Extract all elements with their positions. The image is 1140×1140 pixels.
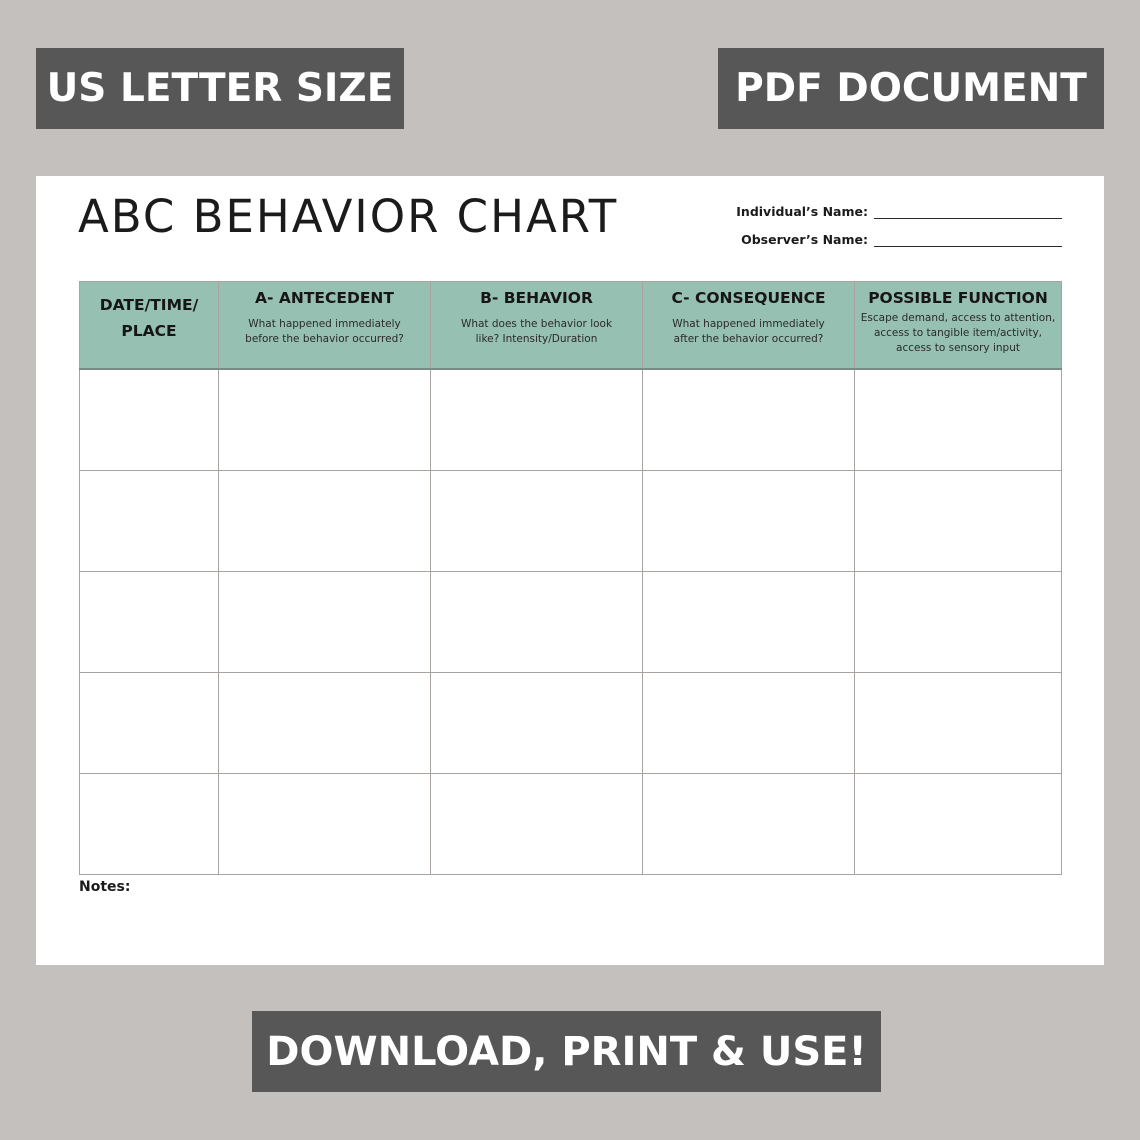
table-cell (855, 673, 1062, 774)
table-cell (643, 369, 855, 471)
behavior-description-line1: What does the behavior look (460, 318, 613, 330)
individual-name-line (874, 206, 1062, 219)
table-cell (431, 673, 643, 774)
table-row (80, 673, 1062, 774)
individual-name-label: Individual’s Name: (736, 204, 868, 219)
antecedent-description-line1: What happened immediately (248, 318, 401, 330)
table-cell (855, 471, 1062, 572)
consequence-description-line1: What happened immediately (672, 318, 825, 330)
antecedent-description-line2: before the behavior occurred? (245, 333, 404, 345)
table-cell (431, 471, 643, 572)
column-header-consequence (643, 282, 855, 370)
chart-title: ABC BEHAVIOR CHART (78, 190, 619, 243)
table-cell (80, 572, 219, 673)
consequence-description-line2: after the behavior occurred? (673, 333, 824, 345)
table-cell (431, 572, 643, 673)
pdf-document-badge: PDF DOCUMENT (718, 48, 1104, 129)
table-cell (643, 471, 855, 572)
table-cell (219, 471, 431, 572)
table-cell (643, 774, 855, 875)
notes-label: Notes: (79, 879, 131, 895)
table-header-row (80, 282, 1062, 370)
table-row (80, 369, 1062, 471)
download-print-use-badge: DOWNLOAD, PRINT & USE! (252, 1011, 881, 1092)
column-header-date-time-place (80, 282, 219, 370)
possible-function-description-line3: access to sensory input (896, 342, 1020, 354)
date-time-label: DATE/TIME/ (99, 296, 199, 314)
table-cell (219, 673, 431, 774)
table-row (80, 774, 1062, 875)
table-cell (855, 774, 1062, 875)
table-cell (855, 572, 1062, 673)
behavior-description (431, 317, 642, 347)
possible-function-title: POSSIBLE FUNCTION (868, 289, 1048, 307)
observer-name-label: Observer’s Name: (741, 232, 868, 247)
possible-function-description-line2: access to tangible item/activity, (873, 327, 1043, 339)
possible-function-description (855, 311, 1061, 356)
place-label: PLACE (121, 322, 177, 340)
table-cell (643, 673, 855, 774)
antecedent-title: A- ANTECEDENT (255, 289, 394, 307)
consequence-title: C- CONSEQUENCE (671, 289, 826, 307)
table-cell (855, 369, 1062, 471)
possible-function-description-line1: Escape demand, access to attention, (860, 312, 1056, 324)
table-cell (80, 673, 219, 774)
table-cell (431, 774, 643, 875)
table-cell (219, 369, 431, 471)
column-header-behavior (431, 282, 643, 370)
individual-name-field (676, 204, 1062, 219)
abc-table (79, 281, 1062, 875)
behavior-description-line2: like? Intensity/Duration (475, 333, 598, 345)
observer-name-field (676, 232, 1062, 247)
table-cell (219, 572, 431, 673)
observer-name-line (874, 234, 1062, 247)
behavior-title: B- BEHAVIOR (480, 289, 593, 307)
table-cell (80, 774, 219, 875)
table-cell (80, 471, 219, 572)
table-cell (643, 572, 855, 673)
table-row (80, 572, 1062, 673)
table-row (80, 471, 1062, 572)
table-cell (80, 369, 219, 471)
table-cell (219, 774, 431, 875)
column-header-possible-function (855, 282, 1062, 370)
behavior-chart-sheet (36, 176, 1104, 965)
us-letter-size-badge: US LETTER SIZE (36, 48, 404, 129)
table-cell (431, 369, 643, 471)
column-header-antecedent (219, 282, 431, 370)
antecedent-description (219, 317, 430, 347)
consequence-description (643, 317, 854, 347)
